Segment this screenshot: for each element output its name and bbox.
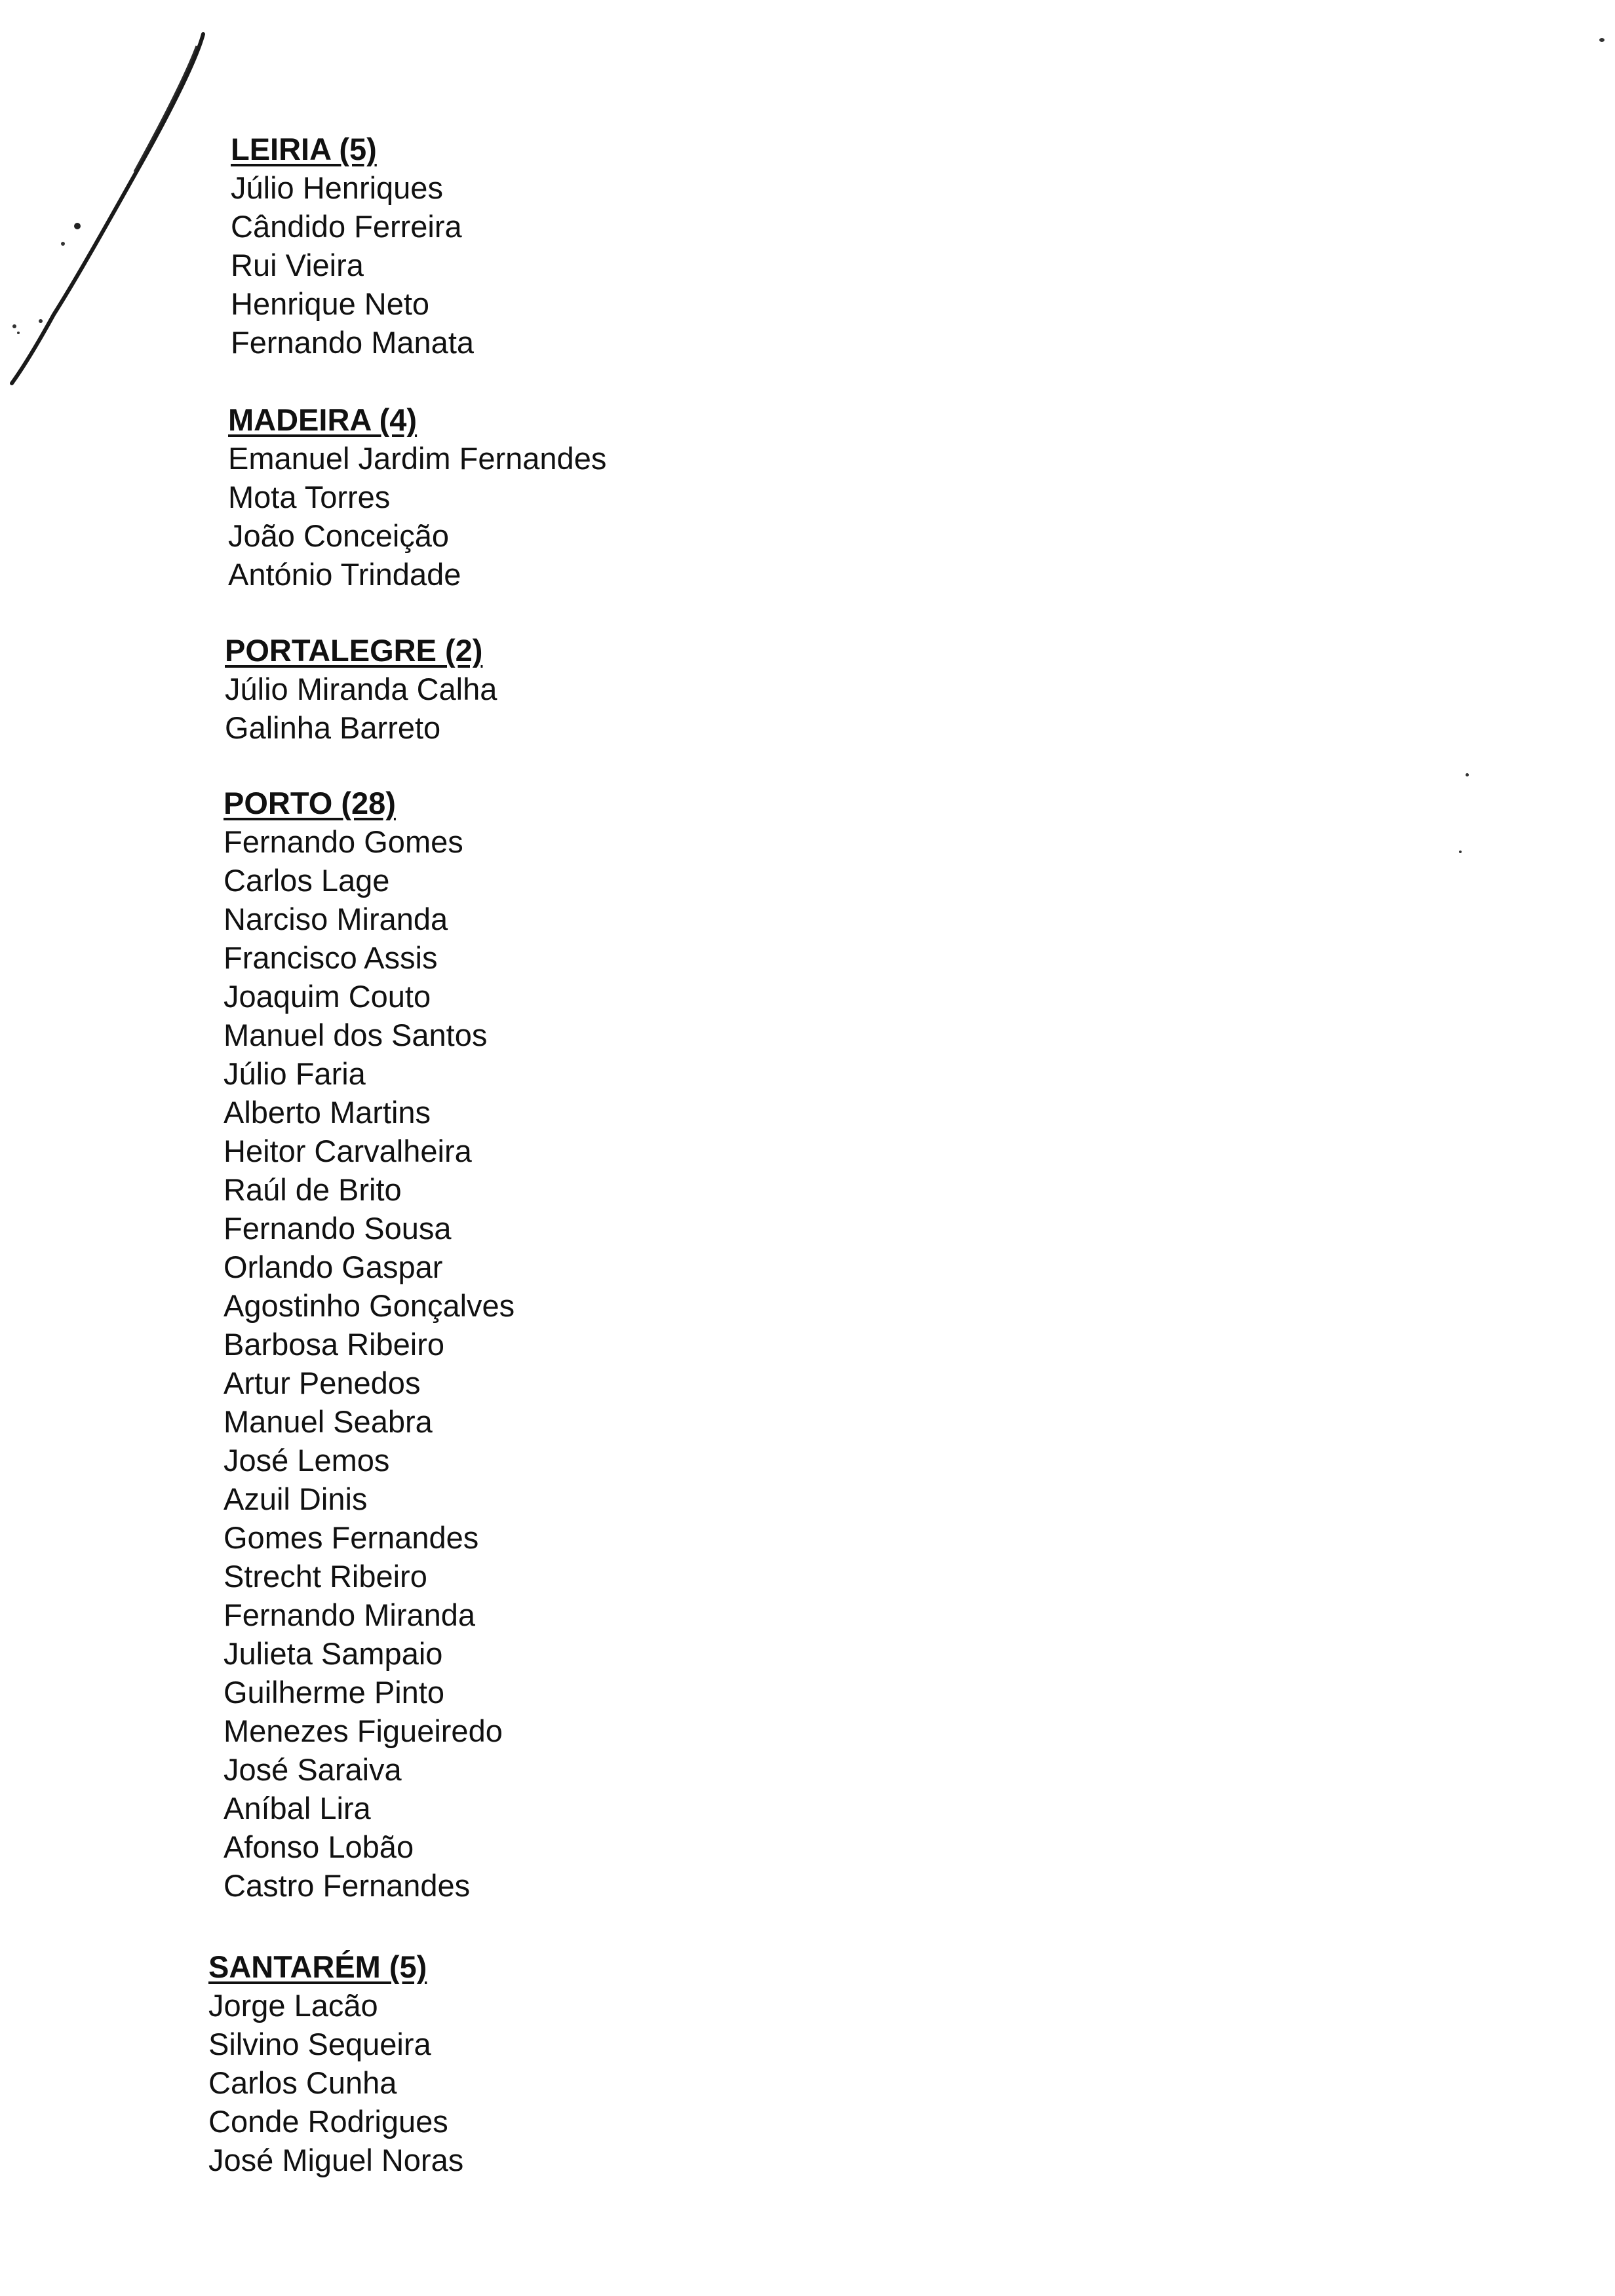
section-heading: MADEIRA (4) (228, 402, 418, 437)
name-list (225, 670, 497, 747)
section-porto (224, 784, 515, 1905)
list-item: Afonso Lobão (224, 1829, 414, 1864)
list-item: Cândido Ferreira (231, 209, 462, 244)
list-item: Heitor Carvalheira (224, 1134, 472, 1168)
list-item: João Conceição (228, 518, 450, 553)
scan-speck (1599, 38, 1605, 42)
list-item: Francisco Assis (224, 940, 438, 975)
name-list (231, 168, 474, 362)
list-item: Agostinho Gonçalves (224, 1288, 515, 1323)
section-santarem (208, 1947, 463, 2179)
list-item: Júlio Miranda Calha (225, 672, 497, 706)
list-item: Fernando Miranda (224, 1598, 476, 1632)
list-item: Rui Vieira (231, 248, 364, 282)
list-item: Mota Torres (228, 480, 391, 514)
list-item: Menezes Figueiredo (224, 1713, 503, 1748)
list-item: Manuel dos Santos (224, 1018, 488, 1052)
list-item: Fernando Sousa (224, 1211, 452, 1246)
list-item: Orlando Gaspar (224, 1250, 443, 1284)
list-item: Carlos Lage (224, 863, 390, 898)
list-item: José Miguel Noras (208, 2143, 464, 2177)
scan-speck (1459, 851, 1462, 853)
list-item: Julieta Sampaio (224, 1636, 443, 1671)
section-madeira (228, 400, 606, 594)
scan-speck (1466, 773, 1469, 776)
name-list (208, 1986, 463, 2179)
list-item: Aníbal Lira (224, 1791, 371, 1826)
list-item: Raúl de Brito (224, 1172, 402, 1207)
section-heading: LEIRIA (5) (231, 132, 377, 166)
list-item: Azuil Dinis (224, 1482, 368, 1516)
list-item: Artur Penedos (224, 1366, 421, 1400)
list-item: Manuel Seabra (224, 1404, 433, 1439)
list-item: Fernando Manata (231, 325, 475, 360)
list-item: Carlos Cunha (208, 2065, 397, 2100)
list-item: José Lemos (224, 1443, 390, 1478)
list-item: Castro Fernandes (224, 1868, 471, 1903)
list-item: Barbosa Ribeiro (224, 1327, 445, 1362)
section-heading: PORTALEGRE (2) (225, 633, 483, 668)
section-heading: PORTO (28) (224, 786, 396, 820)
list-item: Alberto Martins (224, 1095, 431, 1130)
list-item: Guilherme Pinto (224, 1675, 444, 1710)
section-portalegre (225, 631, 497, 747)
list-item: António Trindade (228, 557, 461, 592)
list-item: Narciso Miranda (224, 902, 448, 936)
name-list (224, 822, 515, 1905)
list-item: Gomes Fernandes (224, 1520, 479, 1555)
name-list (228, 439, 606, 594)
list-item: José Saraiva (224, 1752, 402, 1787)
list-item: Emanuel Jardim Fernandes (228, 441, 607, 476)
list-item: Joaquim Couto (224, 979, 431, 1014)
list-item: Júlio Henriques (231, 170, 443, 205)
list-item: Silvino Sequeira (208, 2027, 431, 2061)
list-item: Strecht Ribeiro (224, 1559, 427, 1594)
list-item: Conde Rodrigues (208, 2104, 448, 2139)
section-heading: SANTARÉM (5) (208, 1949, 427, 1984)
list-item: Júlio Faria (224, 1056, 366, 1091)
list-item: Galinha Barreto (225, 710, 441, 745)
list-item: Henrique Neto (231, 286, 430, 321)
list-item: Jorge Lacão (208, 1988, 378, 2023)
section-leiria (231, 130, 474, 362)
list-item: Fernando Gomes (224, 824, 463, 859)
